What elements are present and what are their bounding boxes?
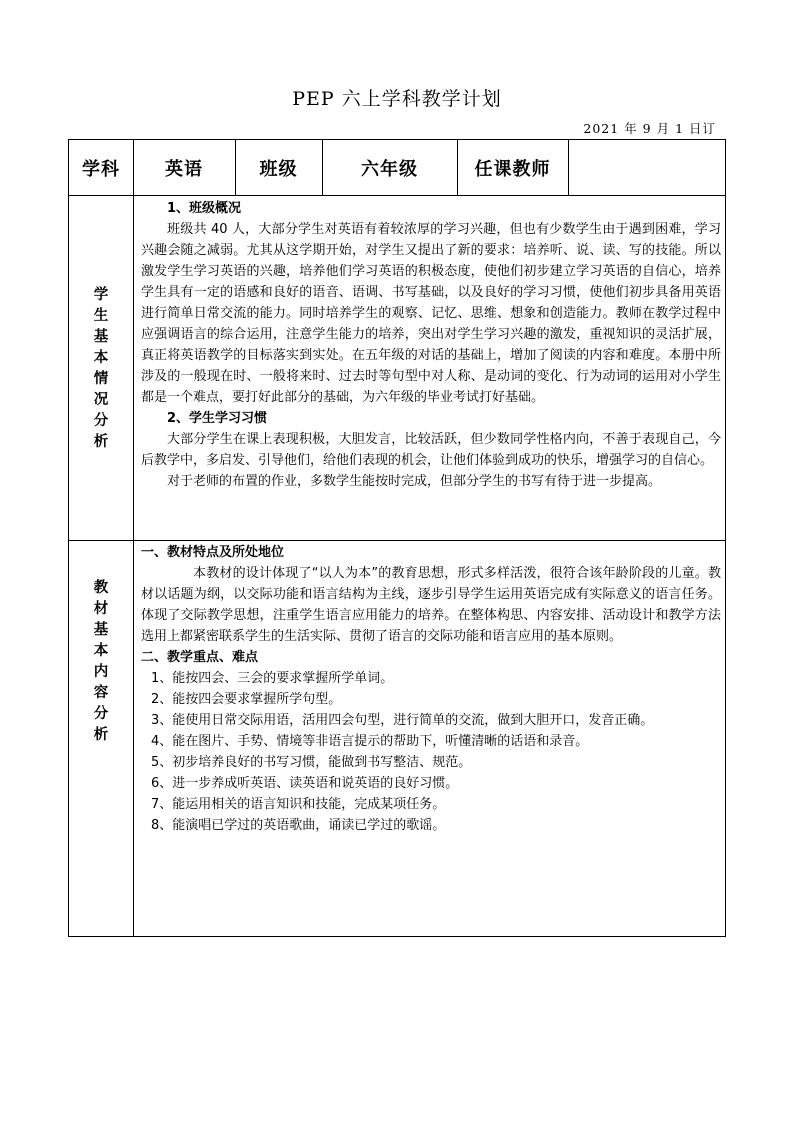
label-char: 容 bbox=[93, 684, 109, 701]
label-char: 析 bbox=[93, 433, 109, 450]
label-char: 教 bbox=[93, 579, 109, 596]
class-label: 班级 bbox=[259, 158, 298, 180]
subsection-title: 1、班级概况 bbox=[167, 201, 242, 216]
list-item: 7、能运用相关的语言知识和技能，完成某项任务。 bbox=[151, 797, 446, 812]
label-char: 情 bbox=[93, 370, 109, 387]
label-char: 内 bbox=[93, 663, 109, 680]
label-char: 本 bbox=[93, 642, 109, 659]
plan-table bbox=[68, 139, 726, 937]
list-item: 4、能在图片、手势、情境等非语言提示的帮助下，听懂清晰的话语和录音。 bbox=[151, 734, 589, 749]
textbook-analysis-content bbox=[141, 542, 721, 836]
class-overview-text: 班级共 40 人，大部分学生对英语有着较浓厚的学习兴趣，但也有少数学生由于遇到困难，学习兴趣会随之减弱。尤其从这学期开始，对学生又提出了新的要求：培养听、说、读、写的技能。所以激发学生学习英语的兴趣，培养他们学习英语的积极态度，使他们初步建立学习英语的自信心，培养学生具有一定的语感和良好的语音、语调、书写基础，以及良好的学习习惯，使他们初步具备用英语进行简单日常交流的能力。同时培养学生的观察、记忆、思维、想象和创造能力。教师在教学过程中应强调语言的综合运用，注意学生能力的培养，突出对学生学习兴趣的激发，重视知识的灵活扩展，真正将英语教学的目标落实到实处。在五年级的对话的基础上，增加了阅读的内容和难度。本册中所涉及的一般现在时、一般将来时、过去时等句型中对人称、是动词的变化、行为动词的运用对小学生都是一个难点，要打好此部分的基础，为六年级的毕业考试打好基础。 bbox=[141, 222, 721, 405]
label-char: 分 bbox=[93, 412, 109, 429]
list-item: 5、初步培养良好的书写习惯，能做到书写整洁、规范。 bbox=[151, 755, 472, 770]
label-char: 生 bbox=[93, 307, 109, 324]
textbook-analysis-label bbox=[69, 541, 133, 781]
student-analysis-label bbox=[69, 196, 133, 540]
study-habits-text: 大部分学生在课上表现积极，大胆发言，比较活跃，但少数同学性格内向，不善于表现自己，今后教学中，多启发、引导他们，给他们表现的机会，让他们体验到成功的快乐，增强学习的自信心。 bbox=[141, 432, 721, 468]
label-char: 分 bbox=[93, 705, 109, 722]
student-analysis-content bbox=[141, 198, 721, 492]
page-title: PEP 六上学科教学计划 bbox=[292, 88, 502, 110]
subject-value: 英语 bbox=[165, 158, 203, 180]
list-item: 2、能按四会要求掌握所学句型。 bbox=[151, 692, 342, 707]
class-value: 六年级 bbox=[361, 158, 418, 180]
label-char: 本 bbox=[93, 349, 109, 366]
part-title: 二、教学重点、难点 bbox=[141, 650, 259, 665]
homework-text: 对于老师的布置的作业，多数学生能按时完成，但部分学生的书写有待于进一步提高。 bbox=[167, 474, 662, 489]
label-char: 学 bbox=[93, 286, 109, 303]
part-title: 一、教材特点及所处地位 bbox=[141, 545, 285, 560]
label-char: 析 bbox=[93, 726, 109, 743]
label-char: 基 bbox=[93, 328, 109, 345]
subject-label: 学科 bbox=[82, 158, 120, 180]
textbook-features-text: 本教材的设计体现了“以人为本”的教育思想，形式多样活泼，很符合该年龄阶段的儿童。教材以话题为纲，以交际功能和语言结构为主线，逐步引导学生运用英语完成有实际意义的语言任务。体现了交际教学思想，注重学生语言应用能力的培养。在整体构思、内容安排、活动设计和教学方法选用上都紧密联系学生的生活实际、贯彻了语言的交际功能和语言应用的基本原则。 bbox=[141, 566, 721, 644]
label-char: 况 bbox=[93, 391, 109, 408]
date-line: 2021 年 9 月 1 日订 bbox=[583, 121, 716, 136]
list-item: 6、进一步养成听英语、读英语和说英语的良好习惯。 bbox=[151, 776, 459, 791]
col-divider bbox=[133, 195, 134, 936]
teacher-value bbox=[568, 140, 726, 195]
label-char: 材 bbox=[93, 600, 109, 617]
teacher-label: 任课教师 bbox=[474, 158, 551, 180]
label-char: 基 bbox=[93, 621, 109, 638]
subsection-title: 2、学生学习习惯 bbox=[167, 411, 268, 426]
list-item: 1、能按四会、三会的要求掌握所学单词。 bbox=[151, 671, 394, 686]
list-item: 3、能使用日常交际用语，活用四会句型，进行简单的交流，做到大胆开口，发音正确。 bbox=[151, 713, 654, 728]
list-item: 8、能演唱已学过的英语歌曲，诵读已学过的歌谣。 bbox=[151, 818, 446, 833]
row-divider bbox=[69, 195, 725, 196]
row-divider bbox=[69, 540, 725, 541]
